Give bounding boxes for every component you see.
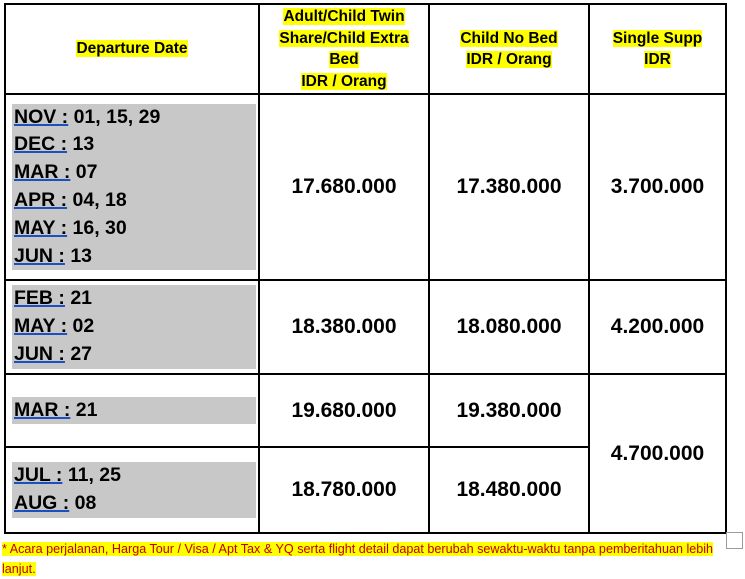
date-line: DEC : 13: [14, 133, 95, 156]
departure-dates: [12, 104, 256, 271]
header-single-supp: Single Supp IDR: [589, 4, 726, 94]
departure-dates: [12, 462, 256, 518]
date-line: JUN : 27: [14, 342, 93, 365]
adult-price: 18.380.000: [259, 280, 429, 374]
single-supp-price: 4.200.000: [589, 280, 726, 374]
child-no-bed-price: 19.380.000: [429, 374, 589, 447]
single-supp-price: 3.700.000: [589, 94, 726, 280]
departure-dates-cell: [5, 94, 259, 280]
header-row: [5, 4, 726, 94]
departure-dates: [12, 397, 256, 425]
departure-dates-cell: [5, 447, 259, 533]
price-table: [4, 3, 727, 534]
child-no-bed-price: 18.480.000: [429, 447, 589, 533]
table-row: [5, 94, 726, 280]
date-line: MAY : 02: [14, 315, 95, 338]
date-line: NOV : 01, 15, 29: [14, 105, 161, 128]
date-line: MAY : 16, 30: [14, 216, 127, 239]
footnote: * Acara perjalanan, Harga Tour / Visa / Apt Tax & YQ serta flight detail dapat berubah sewaktu-waktu tanpa pemberitahuan lebih lanjut.: [2, 542, 714, 576]
date-line: JUL : 11, 25: [14, 464, 121, 487]
date-line: APR : 04, 18: [14, 189, 127, 211]
date-line: AUG : 08: [14, 492, 97, 514]
child-no-bed-price: 18.080.000: [429, 280, 589, 374]
adult-price: 18.780.000: [259, 447, 429, 533]
adult-price: 17.680.000: [259, 94, 429, 280]
date-line: FEB : 21: [14, 287, 93, 310]
departure-dates: [12, 285, 256, 368]
table-row: [5, 280, 726, 374]
header-adult-price: Adult/Child Twin Share/Child Extra Bed IDR / Orang: [259, 4, 429, 94]
table-resize-handle[interactable]: [726, 532, 743, 549]
header-departure-date: Departure Date: [5, 4, 259, 94]
table-row: [5, 374, 726, 447]
departure-dates-cell: [5, 280, 259, 374]
single-supp-price: 4.700.000: [589, 374, 726, 533]
date-line: MAR : 21: [14, 398, 98, 421]
date-line: JUN : 13: [14, 244, 93, 267]
header-child-no-bed: Child No Bed IDR / Orang: [429, 4, 589, 94]
adult-price: 19.680.000: [259, 374, 429, 447]
departure-dates-cell: [5, 374, 259, 447]
child-no-bed-price: 17.380.000: [429, 94, 589, 280]
date-line: MAR : 07: [14, 161, 98, 184]
